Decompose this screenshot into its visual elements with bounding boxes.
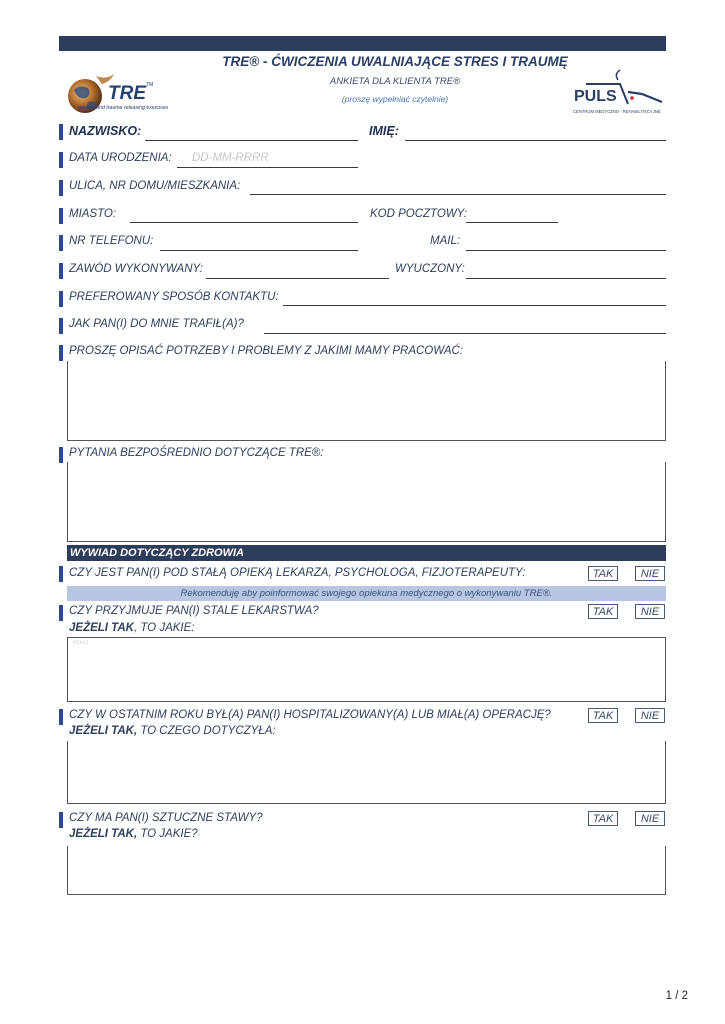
q3-yes-option[interactable]: TAK [588, 708, 618, 723]
row-marker [59, 235, 63, 251]
q2-answer-box[interactable] [67, 637, 666, 702]
row-marker [59, 152, 63, 168]
puls-logo [570, 64, 668, 116]
birth-date-label: DATA URODZENIA: [69, 152, 172, 164]
how-found-label: JAK PAN(I) DO MNIE TRAFIŁ(A)? [69, 318, 244, 330]
health-section-header: WYWIAD DOTYCZĄCY ZDROWIA [67, 545, 666, 561]
q3-no-option[interactable]: NIE [635, 708, 665, 723]
q2-answer-hint: Wpisz [72, 640, 89, 646]
postal-code-field[interactable] [466, 222, 558, 223]
q2-question: CZY PRZYJMUJE PAN(I) STALE LEKARSTWA? [69, 605, 319, 617]
q4-followup-text: TO JAKIE? [137, 828, 198, 840]
row-marker [59, 709, 63, 725]
q4-yes-option[interactable]: TAK [588, 811, 618, 826]
row-marker [59, 812, 63, 828]
q3-if-yes: JEŻELI TAK, [69, 725, 138, 737]
occupation-label: ZAWÓD WYKONYWANY: [69, 263, 203, 275]
phone-field[interactable] [160, 250, 358, 251]
page-subtitle: ANKIETA DLA KLIENTA TRE® [329, 76, 461, 87]
surname-field[interactable] [145, 140, 358, 141]
birth-date-line [177, 167, 358, 168]
puls-logo-text: PULS [574, 88, 617, 105]
row-marker [59, 318, 63, 334]
q2-followup [69, 622, 194, 634]
recommendation-note: Rekomenduję aby poinformować swojego opiekuna medycznego o wykonywaniu TRE®. [67, 586, 666, 601]
surname-label: NAZWISKO: [69, 124, 142, 138]
row-marker [59, 208, 63, 224]
q4-followup [69, 828, 198, 840]
q2-if-yes: JEŻELI TAK [69, 622, 134, 634]
row-marker [59, 124, 63, 140]
tre-questions-label: PYTANIA BEZPOŚREDNIO DOTYCZĄCE TRE®: [69, 447, 324, 459]
how-found-field[interactable] [264, 333, 666, 334]
mail-label: MAIL: [430, 235, 461, 247]
q4-answer-box[interactable] [67, 846, 666, 895]
row-marker [59, 447, 63, 463]
needs-textarea[interactable] [67, 361, 666, 441]
q2-followup-text: , TO JAKIE: [133, 622, 195, 634]
city-label: MIASTO: [69, 208, 117, 220]
first-name-label: IMIĘ: [369, 124, 399, 138]
row-marker [59, 345, 63, 361]
preferred-contact-field[interactable] [283, 305, 666, 306]
learned-field[interactable] [466, 278, 666, 279]
first-name-field[interactable] [405, 140, 666, 141]
tre-logo-text: TRE [108, 83, 146, 104]
puls-logo-tagline: CENTRUM MEDYCZNO - REHABILITACYJNE [573, 109, 661, 114]
q3-followup-text: TO CZEGO DOTYCZYŁA: [137, 725, 276, 737]
street-label: ULICA, NR DOMU/MIESZKANIA: [69, 180, 241, 192]
row-marker [59, 180, 63, 196]
birth-date-field[interactable]: DD-MM-RRRR [192, 152, 269, 164]
needs-label: PROSZĘ OPISAĆ POTRZEBY I PROBLEMY Z JAKIMI MAMY PRACOWAĆ: [69, 345, 464, 357]
page-number: 1 / 2 [665, 990, 688, 1002]
tre-logo-tm: TM [146, 82, 154, 88]
city-field[interactable] [130, 222, 358, 223]
q2-no-option[interactable]: NIE [635, 604, 665, 619]
occupation-field[interactable] [206, 278, 389, 279]
tre-logo-tagline: tension and trauma releasing exercises [78, 105, 169, 111]
tre-questions-textarea[interactable] [67, 462, 666, 542]
phone-label: NR TELEFONU: [69, 235, 154, 247]
q3-followup [69, 725, 276, 737]
row-marker [59, 605, 63, 621]
q2-yes-option[interactable]: TAK [588, 604, 618, 619]
page-title: TRE® - ĆWICZENIA UWALNIAJĄCE STRES I TRAUMĘ [222, 54, 568, 69]
mail-field[interactable] [466, 250, 666, 251]
fill-note: (proszę wypełniać czytelnie) [341, 94, 449, 104]
q1-question: CZY JEST PAN(I) POD STAŁĄ OPIEKĄ LEKARZA, PSYCHOLOGA, FIZJOTERAPEUTY: [69, 567, 526, 579]
row-marker [59, 263, 63, 279]
preferred-contact-label: PREFEROWANY SPOSÓB KONTAKTU: [69, 291, 279, 303]
q4-no-option[interactable]: NIE [635, 811, 665, 826]
q3-question: CZY W OSTATNIM ROKU BYŁ(A) PAN(I) HOSPITALIZOWANY(A) LUB MIAŁ(A) OPERACJĘ? [69, 709, 551, 721]
postal-code-label: KOD POCZTOWY: [370, 208, 468, 220]
q4-question: CZY MA PAN(I) SZTUCZNE STAWY? [69, 812, 263, 824]
q1-no-option[interactable]: NIE [635, 566, 665, 581]
q4-if-yes: JEŻELI TAK, [69, 828, 138, 840]
header-bar [59, 36, 666, 51]
row-marker [59, 291, 63, 307]
q3-answer-box[interactable] [67, 741, 666, 804]
street-field[interactable] [250, 194, 666, 195]
row-marker [59, 566, 63, 582]
learned-label: WYUCZONY: [395, 263, 465, 275]
q1-yes-option[interactable]: TAK [588, 566, 618, 581]
